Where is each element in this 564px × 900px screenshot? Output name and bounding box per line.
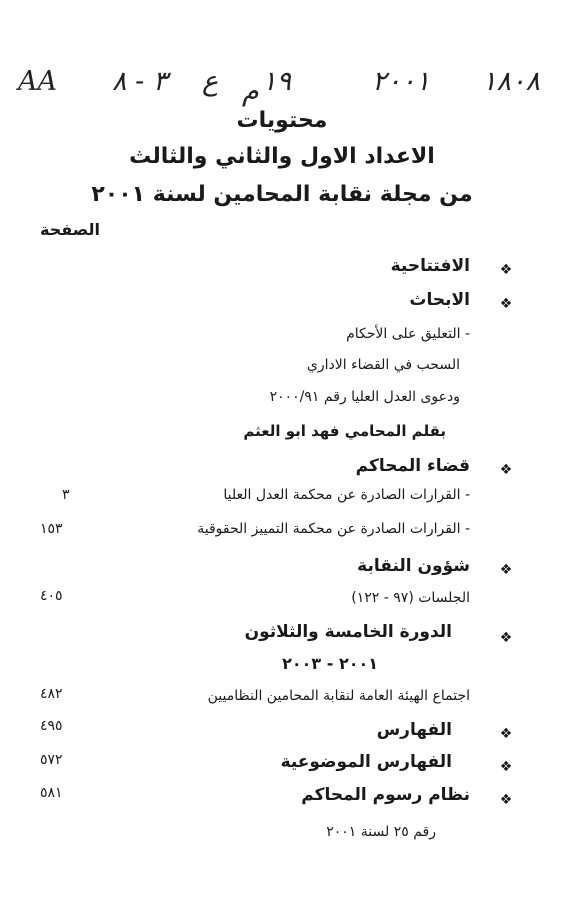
research-line: السحب في القضاء الاداري	[306, 357, 460, 373]
handwritten-mark-aa: AA	[18, 66, 57, 97]
bullet-icon: ❖	[499, 759, 513, 775]
courts-item: - القرارات الصادرة عن محكمة التمييز الحقوقية	[197, 521, 470, 537]
toc-topic-indexes: الفهارس الموضوعية	[280, 752, 452, 772]
page-number: ٤٩٥	[40, 718, 63, 734]
toc-court-fees: نظام رسوم المحاكم	[301, 785, 470, 805]
page-number: ١٥٣	[40, 521, 63, 537]
session35-years: ٢٠٠١ - ٢٠٠٣	[282, 654, 378, 673]
page-number: ٣	[62, 487, 70, 503]
handwritten-mark-range: ٣ - ٨	[112, 66, 168, 97]
title-journal: من مجلة نقابة المحامين لسنة ٢٠٠١	[91, 182, 473, 207]
toc-research: الابحاث	[409, 290, 470, 310]
page-number: ٤٨٢	[40, 686, 63, 702]
syndicate-sessions: الجلسات (٩٧ - ١٢٢)	[351, 590, 470, 606]
handwritten-mark-19: ١٩	[262, 66, 292, 97]
title-contents: محتويات	[236, 108, 328, 133]
bullet-icon: ❖	[499, 262, 513, 278]
toc-syndicate: شؤون النقابة	[357, 556, 470, 576]
page-number: ٥٧٢	[40, 752, 63, 768]
general-assembly: اجتماع الهيئة العامة لنقابة المحامين النظاميين	[207, 688, 470, 704]
bullet-icon: ❖	[499, 462, 513, 478]
bullet-icon: ❖	[499, 726, 513, 742]
title-issues: الاعداد الاول والثاني والثالث	[129, 144, 435, 169]
research-line: ودعوى العدل العليا رقم ٢٠٠٠/٩١	[269, 389, 460, 405]
bullet-icon: ❖	[499, 296, 513, 312]
toc-courts: قضاء المحاكم	[355, 456, 470, 476]
handwritten-mark-mim: م	[242, 76, 259, 107]
handwritten-mark-ain: ع	[202, 66, 219, 97]
handwritten-mark-year: ٢٠٠١	[372, 66, 431, 97]
courts-item: - القرارات الصادرة عن محكمة العدل العليا	[223, 487, 470, 503]
handwritten-mark-1808: ١٨٠٨	[482, 66, 541, 97]
research-author: بقلم المحامي فهد ابو العثم	[243, 422, 446, 440]
page-column-label: الصفحة	[40, 220, 101, 239]
toc-indexes: الفهارس	[376, 720, 452, 740]
court-fees-number: رقم ٢٥ لسنة ٢٠٠١	[326, 824, 436, 840]
toc-session35: الدورة الخامسة والثلاثون	[244, 622, 452, 642]
page-number: ٥٨١	[40, 785, 63, 801]
bullet-icon: ❖	[499, 562, 513, 578]
page-number: ٤٠٥	[40, 588, 63, 604]
bullet-icon: ❖	[499, 630, 513, 646]
bullet-icon: ❖	[499, 792, 513, 808]
research-line: - التعليق على الأحكام	[346, 326, 470, 342]
toc-opening: الافتتاحية	[390, 256, 470, 276]
